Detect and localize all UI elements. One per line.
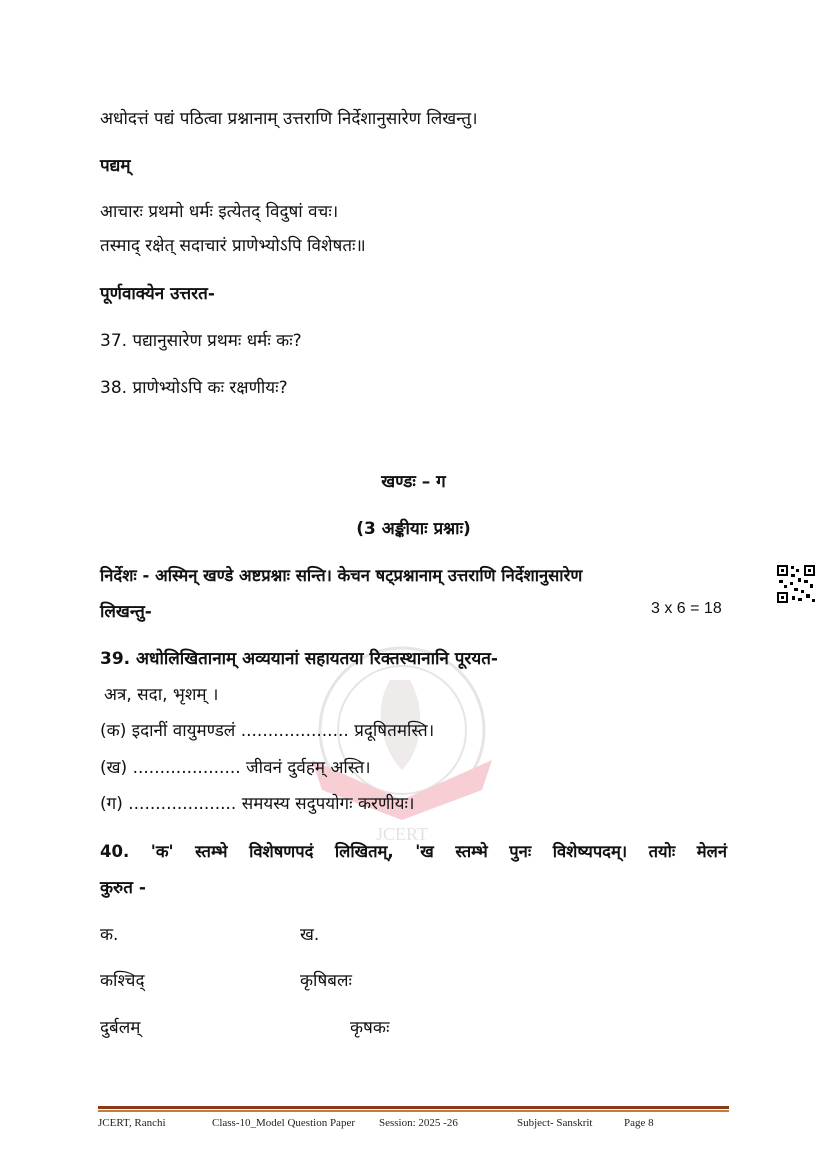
footer-paper: Class-10_Model Question Paper (212, 1117, 355, 1129)
poem-line-2: तस्माद् रक्षेत् सदाचारं प्राणेभ्योऽपि विशेषतः॥ (100, 236, 366, 256)
question-40-line-2: कुरुत - (100, 878, 146, 898)
row-2-k: दुर्बलम् (100, 1018, 141, 1038)
qr-code-icon (776, 564, 816, 604)
row-1-k: कश्चिद् (100, 971, 145, 991)
row-2-kh: कृषकः (350, 1018, 390, 1038)
footer-divider (98, 1106, 729, 1109)
directive-line-1: निर्देशः - अस्मिन् खण्डे अष्टप्रश्नाः सन्ति। केचन षट्प्रश्नानाम् उत्तराणि निर्देशानुसारेण (100, 566, 583, 585)
footer-subject: Subject- Sanskrit (517, 1117, 593, 1129)
question-39-b: (ख) .................... जीवनं दुर्वहम् अस्ति। (100, 758, 371, 778)
question-39: 39. अधोलिखितानाम् अव्ययानां सहायतया रिक्तस्थानानि पूरयत- (100, 649, 498, 669)
jcert-watermark-logo (292, 640, 512, 850)
footer-org: JCERT, Ranchi (98, 1117, 166, 1129)
marks-label: 3 x 6 = 18 (651, 600, 722, 617)
poem-heading: पद्यम् (100, 156, 131, 176)
instruction-text: अधोदत्तं पद्यं पठित्वा प्रश्नानाम् उत्तराणि निर्देशानुसारेण लिखन्तु। (100, 109, 478, 129)
question-39-words: अत्र, सदा, भृशम् । (104, 685, 219, 705)
section-subtitle: (3 अङ्कीयाः प्रश्नाः) (356, 519, 471, 539)
footer-session: Session: 2025 -26 (379, 1117, 458, 1129)
directive-line-2: लिखन्तु- (100, 602, 152, 622)
section-title: खण्डः – ग (381, 472, 446, 492)
poem-line-1: आचारः प्रथमो धर्मः इत्येतद् विदुषां वचः। (100, 202, 339, 222)
column-k-header: क. (100, 925, 119, 945)
question-39-c: (ग) .................... समयस्य सदुपयोगः करणीयः। (100, 794, 415, 814)
footer-divider-accent (98, 1110, 729, 1112)
svg-text:JCERT: JCERT (376, 824, 428, 844)
column-kh-header: ख. (300, 925, 320, 945)
question-37: 37. पद्यानुसारेण प्रथमः धर्मः कः? (100, 331, 302, 351)
answer-heading: पूर्णवाक्येन उत्तरत- (100, 284, 215, 304)
question-38: 38. प्राणेभ्योऽपि कः रक्षणीयः? (100, 378, 288, 398)
footer-page-number: Page 8 (624, 1117, 654, 1129)
row-1-kh: कृषिबलः (300, 971, 352, 991)
question-39-a: (क) इदानीं वायुमण्डलं .................... प्रदूषितमस्ति। (100, 721, 435, 741)
question-40-line-1: 40. 'क' स्तम्भे विशेषणपदं लिखितम्, 'ख स्तम्भे पुनः विशेष्यपदम्। तयोः मेलनं (100, 842, 727, 861)
